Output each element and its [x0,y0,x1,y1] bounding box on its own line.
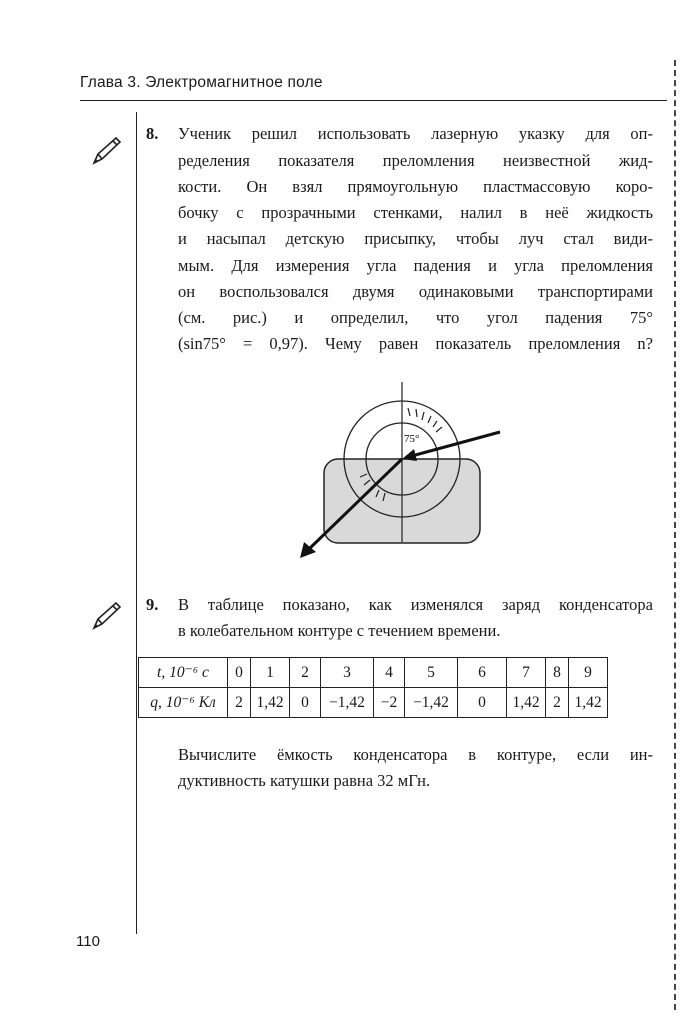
header-rule [80,100,667,101]
table-cell: −1,42 [405,688,458,718]
table-cell: 5 [405,658,458,688]
page-number: 110 [76,933,100,950]
problem-8-line: (см. рис.) и определил, что угол падения 75° [178,308,653,327]
problem-8-line: мым. Для измерения угла падения и угла преломления [178,256,653,275]
table-row [139,688,608,718]
refraction-figure [290,370,520,575]
table-cell: 7 [507,658,546,688]
table-row [139,658,608,688]
table-cell: 4 [374,658,405,688]
problem-8-line: и насыпал детскую присыпку, чтобы луч стал види- [178,229,653,248]
table-cell: −1,42 [321,688,374,718]
problem-8-line: он воспользовался двумя одинаковыми транспортирами [178,282,653,301]
problem-9-line: В таблице показано, как изменялся заряд конденсатора [178,595,653,614]
problem-8-line: бочку с прозрачными стенками, налил в неё жидкость [178,203,653,222]
incident-arrowhead [402,449,417,461]
problem-9-question-line: дуктивность катушки равна 32 мГн. [178,771,431,790]
cut-line [674,60,676,1010]
angle-label: 75° [404,433,420,445]
problem-8-line: кости. Он взял прямоугольную пластмассовую коро- [178,177,653,196]
table-cell: 2 [228,688,251,718]
table-cell: 1 [251,658,290,688]
table-cell: 1,42 [569,688,608,718]
incident-ray [408,432,500,457]
pencil-icon [90,133,124,167]
charge-table [138,657,608,718]
table-cell: −2 [374,688,405,718]
problem-8-line: ределения показателя преломления неизвестной жид- [178,151,653,170]
pencil-icon [90,598,124,632]
table-cell: 6 [458,658,507,688]
table-header-charge: q, 10⁻⁶ Кл [139,688,228,718]
problem-9-number: 9. [146,595,159,614]
table-cell: 2 [290,658,321,688]
table-header-time: t, 10⁻⁶ с [139,658,228,688]
margin-rule [136,112,137,934]
table-cell: 1,42 [507,688,546,718]
table-cell: 1,42 [251,688,290,718]
table-cell: 3 [321,658,374,688]
chapter-header: Глава 3. Электромагнитное поле [80,74,323,91]
problem-8-number: 8. [146,124,159,143]
table-cell: 0 [290,688,321,718]
table-cell: 9 [569,658,608,688]
problem-8-line: (sin75° = 0,97). Чему равен показатель преломления n? [178,334,653,353]
problem-9-line: в колебательном контуре с течением времени. [178,621,501,640]
table-cell: 2 [546,688,569,718]
table-cell: 0 [458,688,507,718]
problem-9-question-line: Вычислите ёмкость конденсатора в контуре, если ин- [178,745,653,764]
table-cell: 0 [228,658,251,688]
table-cell: 8 [546,658,569,688]
problem-8-line: Ученик решил использовать лазерную указку для оп- [178,124,653,143]
